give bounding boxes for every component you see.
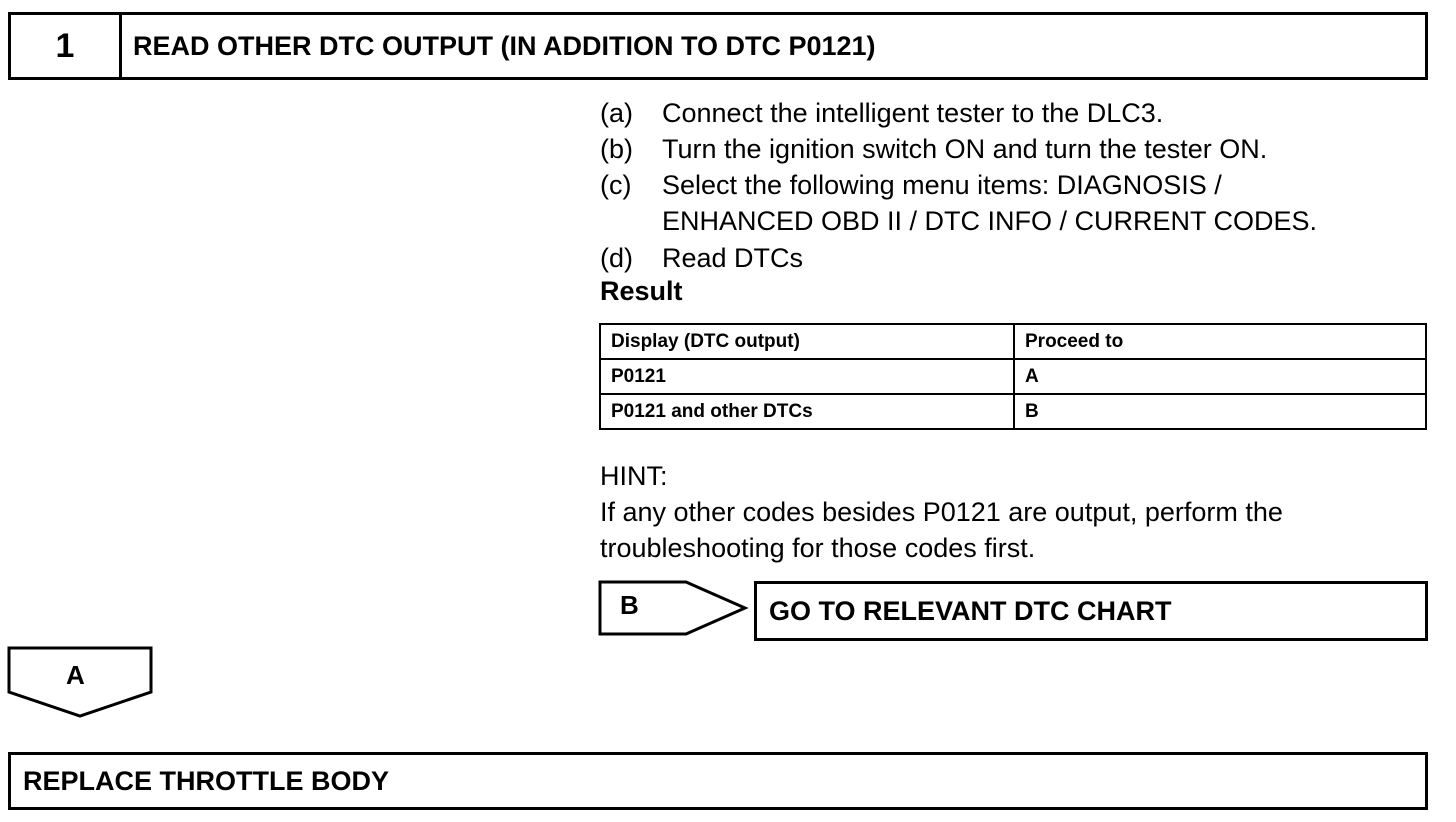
goto-action-text: GO TO RELEVANT DTC CHART [769, 595, 1172, 626]
instruction-label: (b) [600, 134, 633, 164]
goto-action-box [754, 581, 1428, 641]
hint-text-line: troubleshooting for those codes first. [600, 533, 1036, 563]
result-heading: Result [600, 276, 683, 306]
branch-b-label: B [620, 590, 639, 620]
table-header-cell: Proceed to [1014, 324, 1426, 359]
instruction-label: (a) [600, 98, 633, 128]
hint-text-line: If any other codes besides P0121 are output, perform the [600, 497, 1283, 527]
instruction-text: Select the following menu items: DIAGNOSIS / [662, 170, 1222, 200]
table-cell: B [1014, 394, 1426, 429]
table-row [600, 394, 1426, 429]
step-number: 1 [11, 15, 122, 77]
hint-label: HINT: [600, 461, 668, 491]
step-header [8, 12, 1428, 80]
instruction-text: Turn the ignition switch ON and turn the tester ON. [662, 134, 1268, 164]
table-cell: P0121 and other DTCs [600, 394, 1014, 429]
table-row [600, 359, 1426, 394]
result-table [599, 323, 1427, 430]
instruction-text: ENHANCED OBD II / DTC INFO / CURRENT CODES. [662, 206, 1318, 236]
table-header-row [600, 324, 1426, 359]
instruction-label: (d) [600, 243, 633, 273]
next-step-box [8, 752, 1428, 810]
table-cell: A [1014, 359, 1426, 394]
step-title: READ OTHER DTC OUTPUT (IN ADDITION TO DTC P0121) [133, 30, 876, 61]
instruction-label: (c) [600, 170, 632, 200]
table-cell: P0121 [600, 359, 1014, 394]
branch-a-label: A [66, 660, 85, 690]
next-step-title: REPLACE THROTTLE BODY [23, 765, 390, 796]
table-header-cell: Display (DTC output) [600, 324, 1014, 359]
instruction-text: Connect the intelligent tester to the DLC3. [662, 98, 1164, 128]
instruction-text: Read DTCs [662, 243, 804, 273]
